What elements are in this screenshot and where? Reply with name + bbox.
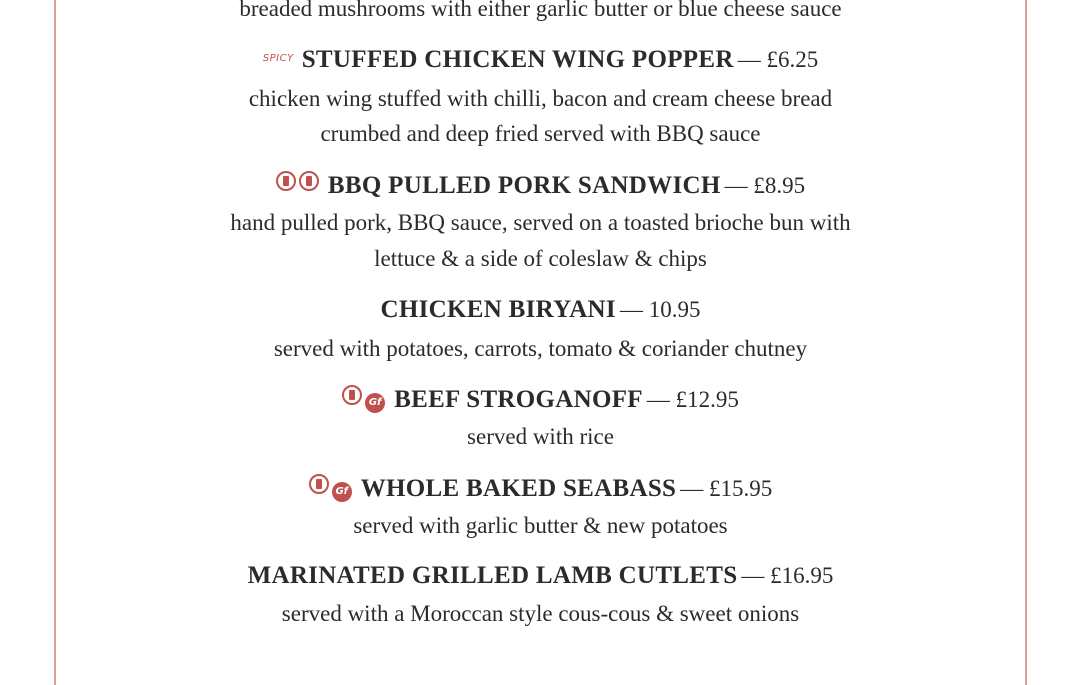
menu-item-title (56, 562, 1025, 590)
gluten-free-icon: Gf (365, 393, 385, 413)
item-description: served with a Moroccan style cous-cous & sweet onions (281, 601, 800, 626)
menu-item-title (56, 385, 1025, 414)
item-price: — £15.95 (680, 476, 773, 501)
item-price: — 10.95 (619, 297, 701, 322)
item-name: CHICKEN BIRYANI (380, 296, 616, 323)
dietary-icon (309, 474, 329, 494)
item-description: lettuce & a side of coleslaw & chips (374, 246, 707, 271)
item-description: served with rice (467, 424, 614, 449)
menu-item-title (56, 474, 1025, 503)
dietary-badges (342, 394, 388, 411)
item-price: — £12.95 (646, 387, 739, 412)
item-description: hand pulled pork, BBQ sauce, served on a toasted brioche bun with (230, 210, 851, 235)
item-description: chicken wing stuffed with chilli, bacon and cream cheese bread (248, 86, 833, 111)
item-description: breaded mushrooms with either garlic butter or blue cheese sauce (239, 0, 842, 21)
dietary-badges (276, 180, 322, 197)
dietary-icon (276, 171, 296, 191)
dietary-icon (299, 171, 319, 191)
item-name: MARINATED GRILLED LAMB CUTLETS (247, 562, 738, 589)
dietary-icon (342, 385, 362, 405)
menu-item-title (56, 171, 1025, 200)
spicy-label: SPICY (262, 53, 294, 64)
item-description: served with garlic butter & new potatoes (353, 513, 728, 538)
item-description: crumbed and deep fried served with BBQ sauce (320, 121, 761, 146)
item-price: — £8.95 (724, 173, 806, 198)
item-price: — £16.95 (741, 563, 834, 588)
dietary-badges (309, 483, 355, 500)
item-name: BBQ PULLED PORK SANDWICH (327, 172, 721, 199)
menu-item-title (56, 296, 1025, 324)
menu-item-title (56, 46, 1025, 74)
gluten-free-icon: Gf (332, 482, 352, 502)
item-name: BEEF STROGANOFF (394, 386, 643, 413)
item-name: STUFFED CHICKEN WING POPPER (301, 46, 734, 73)
item-name: WHOLE BAKED SEABASS (360, 475, 677, 502)
item-price: — £6.25 (737, 47, 819, 72)
item-description: served with potatoes, carrots, tomato & coriander chutney (273, 336, 808, 361)
